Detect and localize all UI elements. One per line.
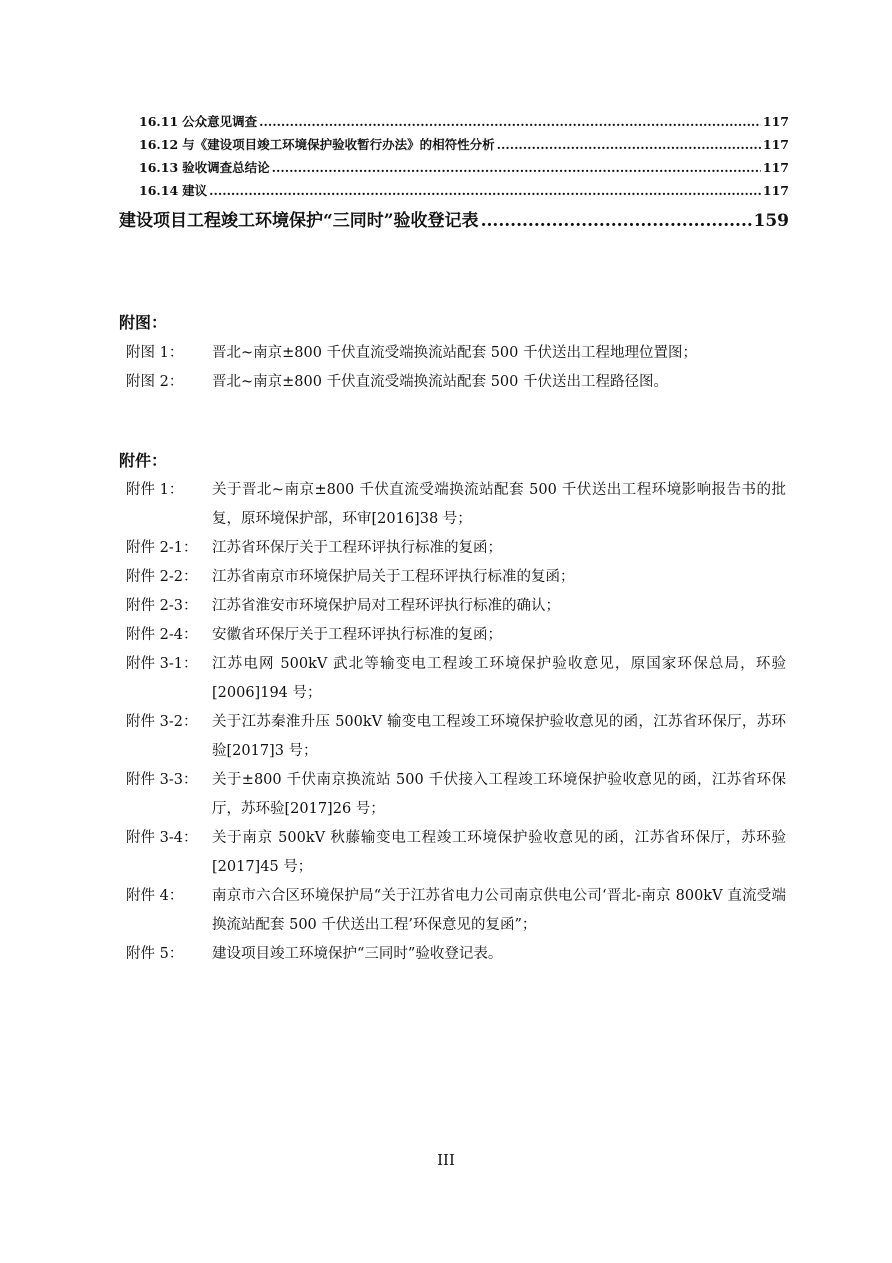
item-text: 晋北~南京±800 千伏直流受端换流站配套 500 千伏送出工程路径图。 [212, 374, 668, 390]
item-label: 附件 2-4： [126, 627, 198, 643]
item-text: 关于±800 千伏南京换流站 500 千伏接入工程竣工环境保护验收意见的函，江苏省环保厅，苏环验[2017]26 号； [212, 772, 786, 817]
toc-entry-page: 159 [753, 211, 789, 231]
toc-dot-leader [272, 156, 761, 179]
toc-entry-title: 验收调查总结论 [182, 160, 270, 175]
list-item [126, 621, 786, 650]
item-text: 南京市六合区环境保护局“关于江苏省电力公司南京供电公司‘晋北-南京 800kV 直流受端换流站配套 500 千伏送出工程’环保意见的复函”； [212, 888, 786, 933]
item-label: 附件 2-2： [126, 569, 198, 585]
table-of-contents [119, 110, 789, 238]
toc-entry-page: 117 [762, 114, 789, 129]
toc-entry-page: 117 [762, 160, 789, 175]
list-item [126, 708, 786, 766]
attachments-list [126, 476, 786, 969]
attachments-heading: 附件： [119, 451, 168, 470]
item-label: 附件 1： [126, 482, 184, 498]
item-text: 晋北~南京±800 千伏直流受端换流站配套 500 千伏送出工程地理位置图； [212, 345, 697, 361]
item-label: 附图 1： [126, 345, 184, 361]
list-item [126, 368, 786, 397]
item-label: 附件 5： [126, 946, 184, 962]
item-text: 江苏省淮安市环境保护局对工程环评执行标准的确认； [212, 598, 560, 614]
item-label: 附件 3-4： [126, 830, 198, 846]
toc-entry-title: 建议 [182, 183, 208, 198]
toc-entry-page: 117 [762, 137, 789, 152]
list-item [126, 650, 786, 708]
list-item [126, 592, 786, 621]
item-text: 建设项目竣工环境保护“三同时”验收登记表。 [212, 946, 503, 962]
toc-dot-leader [209, 179, 761, 202]
item-label: 附件 2-3： [126, 598, 198, 614]
item-label: 附件 3-2： [126, 714, 198, 730]
list-item [126, 882, 786, 940]
item-text: 关于江苏秦淮升压 500kV 输变电工程竣工环境保护验收意见的函，江苏省环保厅，苏环验[2017]3 号； [212, 714, 786, 759]
item-text: 关于南京 500kV 秋藤输变电工程竣工环境保护验收意见的函，江苏省环保厅，苏环验[2017]45 号； [212, 830, 786, 875]
toc-entry-16-14[interactable] [139, 179, 789, 202]
toc-dot-leader [497, 133, 761, 156]
toc-entry-16-11[interactable] [139, 110, 789, 133]
toc-entry-page: 117 [762, 183, 789, 198]
toc-entry-number: 16.11 [139, 114, 179, 129]
list-item [126, 563, 786, 592]
item-label: 附图 2： [126, 374, 184, 390]
toc-entry-16-13[interactable] [139, 156, 789, 179]
page-number: III [437, 1151, 455, 1169]
toc-entry-registration-form[interactable] [119, 204, 789, 238]
item-label: 附件 2-1： [126, 540, 198, 556]
item-text: 关于晋北~南京±800 千伏直流受端换流站配套 500 千伏送出工程环境影响报告书的批复，原环境保护部，环审[2016]38 号； [212, 482, 786, 527]
item-text: 江苏省环保厅关于工程环评执行标准的复函； [212, 540, 502, 556]
item-text: 安徽省环保厅关于工程环评执行标准的复函； [212, 627, 502, 643]
item-text: 江苏省南京市环境保护局关于工程环评执行标准的复函； [212, 569, 575, 585]
item-label: 附件 4： [126, 888, 184, 904]
toc-entry-number: 16.12 [139, 137, 179, 152]
toc-entry-title: 与《建设项目竣工环境保护验收暂行办法》的相符性分析 [182, 137, 495, 152]
toc-dot-leader [481, 204, 752, 238]
list-item [126, 339, 786, 368]
list-item [126, 766, 786, 824]
toc-entry-number: 16.13 [139, 160, 179, 175]
toc-entry-16-12[interactable] [139, 133, 789, 156]
list-item [126, 476, 786, 534]
toc-entry-title: 公众意见调查 [182, 114, 258, 129]
toc-entry-number: 16.14 [139, 183, 179, 198]
figures-heading: 附图： [119, 313, 168, 332]
item-label: 附件 3-1： [126, 656, 198, 672]
figures-list [126, 339, 786, 397]
item-label: 附件 3-3： [126, 772, 198, 788]
toc-entry-title: 建设项目工程竣工环境保护“三同时”验收登记表 [119, 211, 479, 231]
list-item [126, 940, 786, 969]
item-text: 江苏电网 500kV 武北等输变电工程竣工环境保护验收意见，原国家环保总局，环验[2006]194 号； [212, 656, 786, 701]
list-item [126, 824, 786, 882]
toc-dot-leader [259, 110, 761, 133]
list-item [126, 534, 786, 563]
